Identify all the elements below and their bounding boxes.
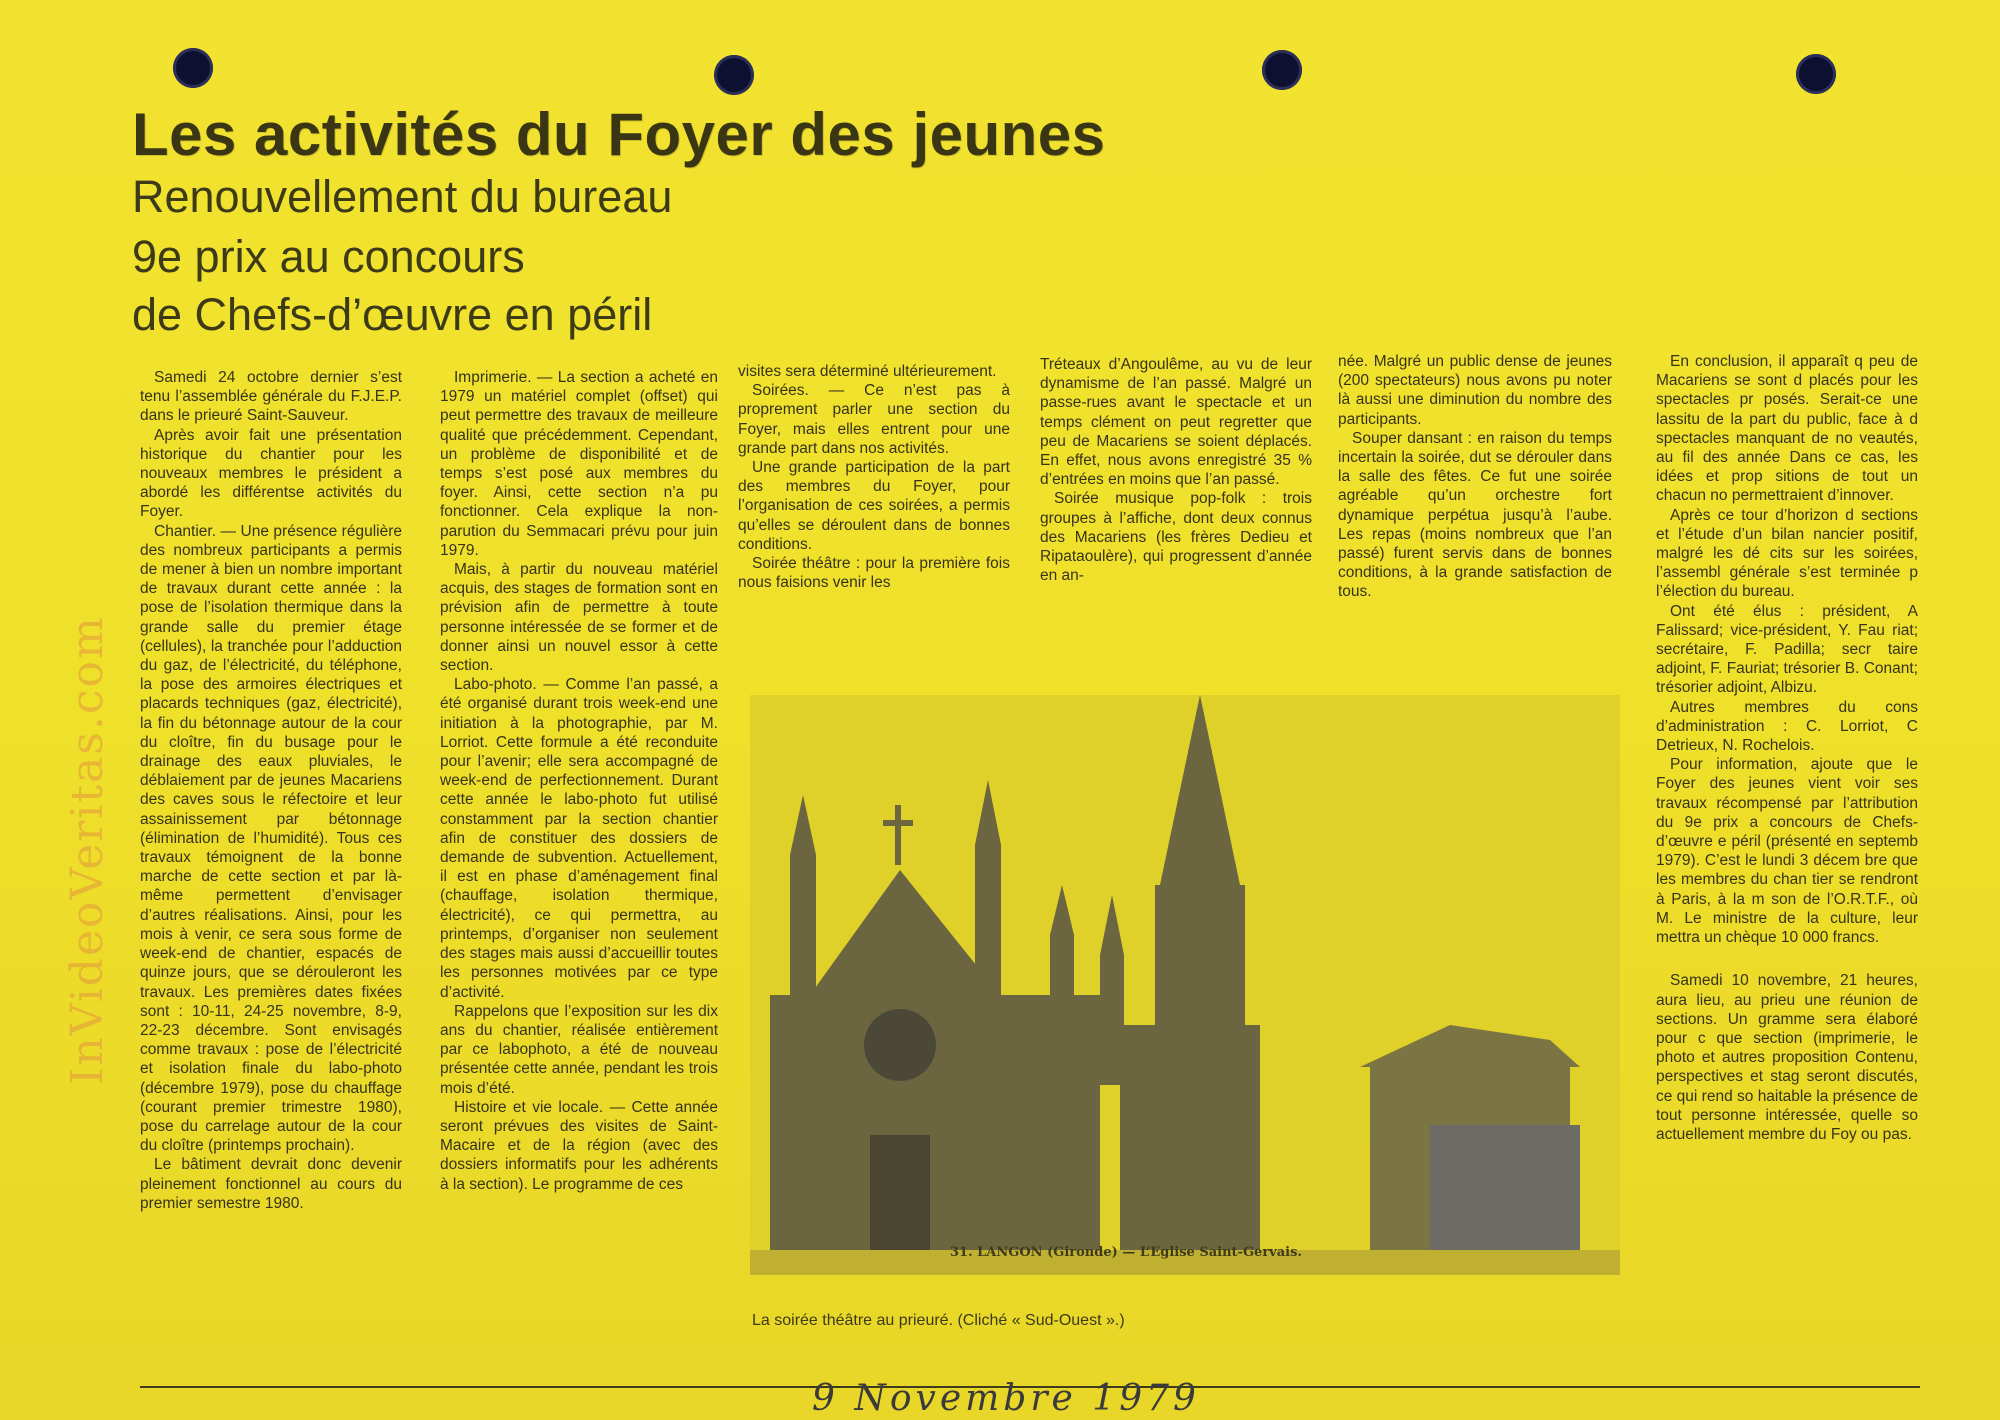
paragraph: En conclusion, il apparaît q peu de Macariens se sont d placés pour les spectacles pr posés. Serait-ce une lassitu de la part du public, face à d spectacles manquant de no veautés, au fil des année Dans ce cas, les idées et prop sitions de tout un chacun no permettraient d’innover. <box>1656 353 1918 505</box>
paragraph: Le bâtiment devrait donc devenir pleinement fonctionnel au cours du premier semestre 1980. <box>140 1156 402 1212</box>
paragraph: Labo-photo. — Comme l’an passé, a été organisé durant trois week-end une initiation à la photographie, par M. Lorriot. Cette formule a été reconduite pour l’avenir; elle sera accompagné de week-end de perfectionnement. Durant cette année le labo-photo fut utilisé constamment par la section chantier afin de constituer des dossiers de demande de subvention. Actuellement, il est en phase d’aménagement final (chauffage, isolation thermique, électricité), ce qui permettra, au printemps, d’organiser non seulement des stages mais aussi d’accueillir toutes les personnes motivées par ce type d’activité. <box>440 676 718 1001</box>
article-column-3 <box>738 362 1010 592</box>
article-title: Les activités du Foyer des jeunes <box>132 101 1106 168</box>
paragraph: Pour information, ajoute que le Foyer des jeunes vient voir ses travaux récompensé par l’attribution du 9e prix a concours de Chefs-d’œuvre e péril (présenté en septemb 1979). C’est le lundi 3 décem bre que les membres du chan tier se rendront à Paris, à la m son de l’O.R.T.F., où M. Le ministre de la culture, leur mettra un chèque 10 000 francs. <box>1656 756 1918 947</box>
paragraph: Une grande participation de la part des membres du Foyer, pour l’organisation de ces soirées, a permis qu’elles se déroulent dans de bonnes conditions. <box>738 459 1010 553</box>
paragraph: Après avoir fait une présentation historique du chantier pour les nouveaux membres le président a abordé les différentse activités du Foyer. <box>140 426 402 521</box>
paragraph: Souper dansant : en raison du temps incertain la soirée, dut se dérouler dans la salle des fêtes. Ce fut une soirée agréable qu’un orchestre fort dynamique perpétua jusqu’à l’aube. Les repas (moins nombreux que l’an passé) furent servis dans de bonnes conditions, à la grande satisfaction de tous. <box>1338 429 1612 601</box>
punch-hole <box>714 55 754 95</box>
punch-hole <box>173 48 213 88</box>
paragraph: Chantier. — Une présence régulière des nombreux participants a permis de mener à bien un nombre important de travaux durant cette année : la pose de l’isolation thermique dans la grande salle du premier étage (cellules), la tranchée pour l’adduction du gaz, de l’électricité, du téléphone, la pose des armoires électriques et placards techniques (gaz, électricité), la fin du bétonnage autour de la cour du cloître, fin du busage pour le drainage des eaux pluviales, le déblaiement par de jeunes Macariens des caves sous le réfectoire et leur assainissement par bétonnage (élimination de l’humidité). Tous ces travaux témoignent de la bonne marche de cette section et par là-même permettent d’envisager d’autres réalisations. Ainsi, pour les mois à venir, ce sera sous forme de week-end de chantier, espacés de quinze jours, que se dérouleront les travaux. Les premières dates fixées sont : 10-11, 24-25 novembre, 8-9, 22-23 décembre. Sont envisagés comme travaux : pose de l’électricité et isolation finale du labo-photo (décembre 1979), pose du chauffage (courant premier trimestre 1980), pose du carrelage autour de la cour du cloître (printemps prochain). <box>140 522 402 1155</box>
article-column-2 <box>440 368 718 1194</box>
church-photograph <box>750 695 1620 1275</box>
paragraph: née. Malgré un public dense de jeunes (200 spectateurs) nous avons pu noter là aussi une diminution du nombre des participants. <box>1338 353 1612 428</box>
paragraph: Rappelons que l’exposition sur les dix ans du chantier, réalisée entièrement par ce labophoto, a été de nouveau présentée cette année, pendant les trois mois d’été. <box>440 1002 718 1097</box>
watermark: InVideoVeritas.com <box>62 615 113 1085</box>
paragraph: Ont été élus : président, A Falissard; vice-président, Y. Fau riat; secrétaire, F. Padilla; secr taire adjoint, F. Fauriat; trésorier B. Conant; trésorier adjoint, Albizu. <box>1656 602 1918 697</box>
punch-hole <box>1262 50 1302 90</box>
paragraph: Soirées. — Ce n’est pas à proprement parler une section du Foyer, mais elles entrent pour une grande part dans nos activités. <box>738 382 1010 457</box>
paragraph: Soirée théâtre : pour la première fois nous faisions venir les <box>738 555 1010 592</box>
article-column-4 <box>1040 355 1312 585</box>
paragraph: Imprimerie. — La section a acheté en 1979 un matériel complet (offset) qui peut permettre des travaux de meilleure qualité que précédemment. Cependant, un problème de disponibilité et de temps s’est posé aux membres du foyer. Ainsi, cette section n’a pu fonctionner. Cela explique la non-parution du Semmacari prévu pour juin 1979. <box>440 369 718 559</box>
houses <box>1360 1025 1580 1255</box>
article-column-5 <box>1338 352 1612 602</box>
photo-inline-caption: 31. LANGON (Gironde) — L’Eglise Saint-Gervais. <box>950 1245 1302 1260</box>
handwritten-date: 9 Novembre 1979 <box>812 1378 1200 1419</box>
article-subtitle-line: 9e prix au concours <box>132 231 525 282</box>
paragraph: Soirée musique pop-folk : trois groupes à l’affiche, dont deux connus des Macariens (les frères Dedieu et Ripataoulère), qui progressent d’année en an- <box>1040 490 1312 585</box>
photo-caption: La soirée théâtre au prieuré. (Cliché « Sud-Ouest ».) <box>752 1312 1125 1329</box>
paragraph: Autres membres du cons d’administration : C. Lorriot, C Detrieux, N. Rochelois. <box>1656 698 1918 755</box>
paragraph: Histoire et vie locale. — Cette année seront prévues des visites de Saint-Macaire et de la région (avec des dossiers informatifs pour les adhérents à la section). Le programme de ces <box>440 1098 718 1193</box>
paragraph: Samedi 24 octobre dernier s’est tenu l’assemblée générale du F.J.E.P. dans le prieuré Saint-Sauveur. <box>140 369 402 425</box>
article-subtitle-line: de Chefs-d’œuvre en péril <box>132 289 653 340</box>
punch-hole <box>1796 54 1836 94</box>
paragraph: visites sera déterminé ultérieurement. <box>738 363 997 380</box>
paragraph: Tréteaux d’Angoulême, au vu de leur dynamisme de l’an passé. Malgré un passe-rues avant le spectacle et un temps clément on peut regretter que peu de Macariens se soient déplacés. En effet, nous avons enregistré 35 % d’entrées en moins que l’an passé. <box>1040 356 1312 489</box>
paragraph: Samedi 10 novembre, 21 heures, aura lieu, au prieu une réunion de sections. Un gramme sera élaboré pour c que section (imprimerie, le photo et autres proposition Contenu, perspectives et stag seront discutés, ce qui rend so haitable la présence de tout personne intéressée, quelle so actuellement membre du Foy ou pas. <box>1656 972 1918 1143</box>
article-column-1 <box>140 368 402 1213</box>
article-column-6 <box>1656 352 1918 1144</box>
article-subtitle-line: Renouvellement du bureau <box>132 171 673 222</box>
paragraph: Mais, à partir du nouveau matériel acquis, des stages de formation sont en prévision afin de permettre à toute personne intéressée de se former et de donner ainsi un nouvel essor à cette section. <box>440 561 718 675</box>
church-door <box>870 1135 930 1255</box>
paragraph: Après ce tour d’horizon d sections et l’étude d’un bilan nancier positif, malgré les dé cits sur les soirées, l’assembl générale s’est terminée p l’élection du bureau. <box>1656 506 1918 601</box>
rose-window <box>864 1009 936 1081</box>
